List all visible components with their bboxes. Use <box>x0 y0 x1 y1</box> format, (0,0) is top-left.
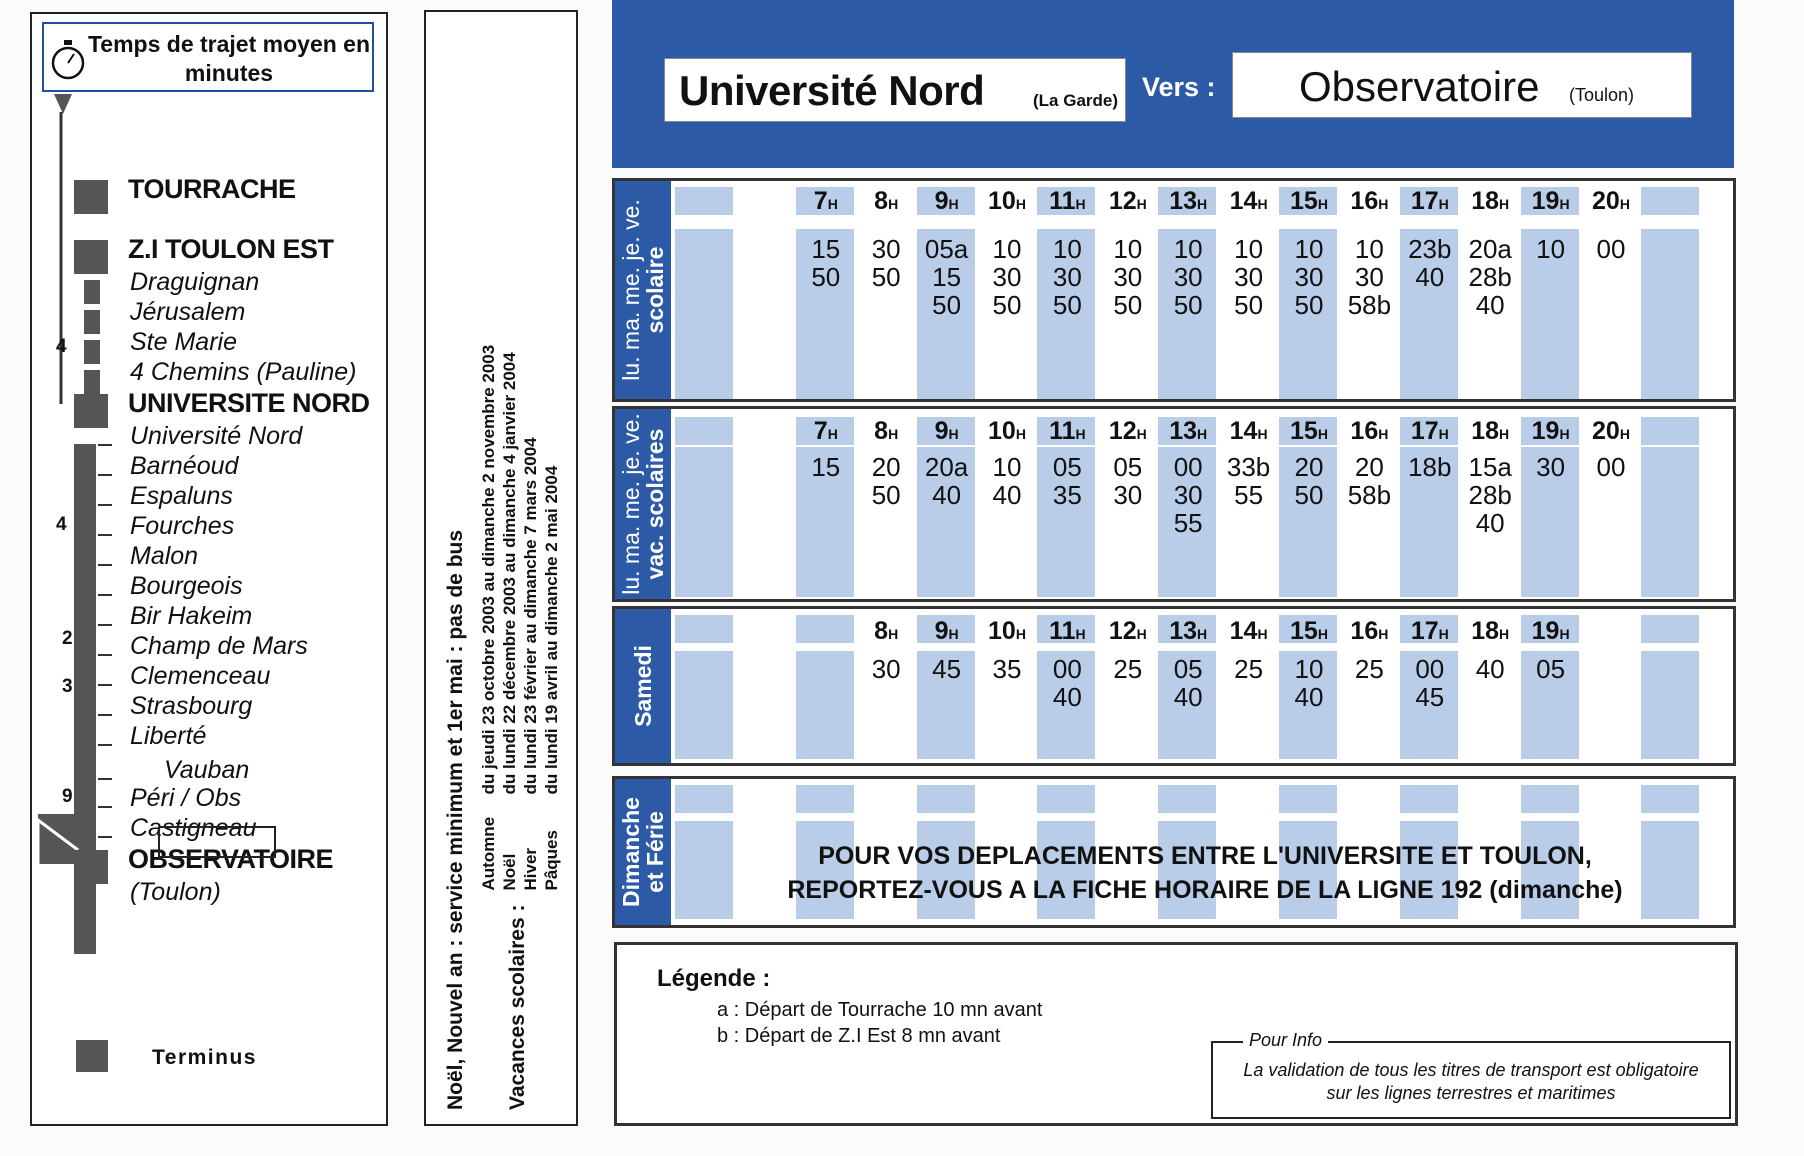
hour-header: 10H <box>988 187 1026 215</box>
departure-minutes: 10 30 50 <box>992 234 1022 320</box>
stop-bir-hakeim: Bir Hakeim <box>130 602 253 630</box>
departure-minutes: 45 <box>932 654 962 684</box>
stop-tick <box>98 806 112 808</box>
hour-header: 13H <box>1169 417 1208 445</box>
hour-header: 19H <box>1531 187 1570 215</box>
timetable-school-days <box>612 178 1736 402</box>
stop-tick <box>98 444 112 446</box>
column-shade <box>675 651 733 759</box>
departure-minutes: 00 <box>1596 234 1626 264</box>
vacation-row: Hiver du lundi 23 février au dimanche 7 mars 2004 <box>521 437 540 891</box>
departure-minutes: 10 40 <box>992 452 1022 510</box>
column-shade <box>1641 229 1699 399</box>
segment-time: 4 <box>56 514 67 535</box>
hour-header: 10H <box>988 417 1026 445</box>
departure-minutes: 10 40 <box>1294 654 1324 712</box>
vacation-list <box>468 345 562 891</box>
notes-rotated <box>444 40 562 1110</box>
hour-header: 18H <box>1471 187 1510 215</box>
departure-minutes: 20a 40 <box>924 452 969 510</box>
stop-bourgeois: Bourgeois <box>130 572 243 600</box>
hour-header: 19H <box>1531 617 1570 645</box>
hour-header: 16H <box>1350 417 1389 445</box>
stop-barn-oud: Barnéoud <box>130 452 239 480</box>
column-shade <box>1521 785 1579 813</box>
hour-header: 11H <box>1049 187 1086 215</box>
column-shade <box>1037 785 1095 813</box>
hour-header: 13H <box>1169 187 1208 215</box>
departure-minutes: 25 <box>1354 654 1384 684</box>
departure-minutes: 30 <box>1536 452 1566 482</box>
timetable-header <box>612 0 1734 168</box>
stop-strasbourg: Strasbourg <box>130 692 253 720</box>
legend-item-a: a : Départ de Tourrache 10 mn avant <box>717 999 1043 1021</box>
origin-sub: (La Garde) <box>1033 91 1119 110</box>
stop-malon: Malon <box>130 542 199 570</box>
origin-name: Université Nord <box>679 67 985 114</box>
stop-j-rusalem: Jérusalem <box>130 298 246 326</box>
stop-draguignan: Draguignan <box>130 268 260 296</box>
vacations-label: Vacances scolaires : <box>506 904 529 1110</box>
column-shade <box>675 447 733 597</box>
departure-minutes: 20 58b <box>1347 452 1392 510</box>
stop-espaluns: Espaluns <box>130 482 233 510</box>
column-shade <box>675 615 733 643</box>
hour-header: 11H <box>1049 417 1086 445</box>
hour-header: 19H <box>1531 417 1570 445</box>
timetable-school-holidays <box>612 406 1736 602</box>
column-shade <box>1400 785 1458 813</box>
hour-header: 14H <box>1229 417 1268 445</box>
column-shade <box>917 785 975 813</box>
hour-header: 20H <box>1592 417 1630 445</box>
departure-minutes: 05 <box>1536 654 1566 684</box>
segment-time: 3 <box>62 676 73 697</box>
hour-header: 12H <box>1108 417 1147 445</box>
stop-tick <box>98 594 112 596</box>
departure-minutes: 05 30 <box>1113 452 1143 510</box>
travel-time-title: Temps de trajet moyen en minutes <box>87 31 371 86</box>
stop-observatoire: OBSERVATOIRE <box>128 844 334 874</box>
destination-box <box>1232 52 1692 118</box>
departure-minutes: 05 35 <box>1052 452 1082 510</box>
hour-header: 15H <box>1290 417 1328 445</box>
departure-minutes: 00 45 <box>1415 654 1445 712</box>
departure-minutes: 05a 15 50 <box>924 234 969 320</box>
departure-minutes: 23b 40 <box>1408 234 1452 292</box>
stop-libert-: Liberté <box>130 722 207 750</box>
departure-minutes: 00 <box>1596 452 1626 482</box>
section-label: lu. ma. me. je. ve. vac. scolaires <box>615 409 671 599</box>
stop-tick <box>98 836 112 838</box>
major-stop-marker <box>74 240 108 274</box>
stop-tick <box>98 504 112 506</box>
notes-panel <box>424 10 578 1126</box>
hour-header: 17H <box>1410 187 1449 215</box>
column-shade <box>796 785 854 813</box>
section-label: Dimanche et Férie <box>615 779 671 925</box>
column-shade <box>1641 615 1699 643</box>
destination-name: Observatoire <box>1299 63 1540 110</box>
hour-header: 8H <box>874 187 899 215</box>
hour-header: 18H <box>1471 417 1510 445</box>
departure-minutes: 30 <box>871 654 901 684</box>
stop-universit-nord: Université Nord <box>130 422 303 450</box>
hour-header: 8H <box>874 617 899 645</box>
departure-minutes: 10 30 50 <box>1052 234 1082 320</box>
hour-header: 11H <box>1049 617 1086 645</box>
departure-minutes: 15a 28b 40 <box>1468 452 1512 538</box>
column-shade <box>796 651 854 759</box>
hour-header: 17H <box>1410 417 1449 445</box>
hour-header: 20H <box>1592 187 1630 215</box>
stop-universite-nord: UNIVERSITE NORD <box>128 388 370 418</box>
section-label: Samedi <box>615 609 671 763</box>
departure-minutes: 10 30 58b <box>1347 234 1392 320</box>
departure-minutes: 05 40 <box>1173 654 1203 712</box>
timetable-sunday <box>612 776 1736 928</box>
segment-time: 4 <box>56 336 67 357</box>
hour-header: 7H <box>813 417 838 445</box>
major-stop-marker <box>74 850 108 884</box>
departure-minutes: 10 30 50 <box>1294 234 1324 320</box>
hour-header: 16H <box>1350 187 1389 215</box>
timetable-saturday <box>612 606 1736 766</box>
vacation-row: Noël du lundi 22 décembre 2003 au dimanche 4 janvier 2004 <box>500 352 519 891</box>
hour-header: 15H <box>1290 617 1328 645</box>
segment-time: 9 <box>62 786 73 807</box>
column-shade <box>1641 785 1699 813</box>
legend-item-b: b : Départ de Z.I Est 8 mn avant <box>717 1025 1001 1047</box>
minor-stop-marker <box>84 310 100 334</box>
minor-stop-marker <box>84 280 100 304</box>
stop-tick <box>98 654 112 656</box>
departure-minutes: 30 50 <box>871 234 901 292</box>
column-shade <box>1641 187 1699 215</box>
stop-castigneau: Castigneau <box>130 814 257 842</box>
departure-minutes: 20a 28b 40 <box>1468 234 1512 320</box>
departure-minutes: 00 40 <box>1052 654 1082 712</box>
hour-header: 9H <box>934 417 959 445</box>
terminus-legend-icon <box>76 1040 108 1072</box>
departure-minutes: 20 50 <box>1294 452 1324 510</box>
stop-tick <box>98 778 112 780</box>
departure-minutes: 25 <box>1113 654 1143 684</box>
departure-minutes: 15 50 <box>811 234 841 292</box>
stop--toulon-: (Toulon) <box>130 878 221 906</box>
column-shade <box>1641 651 1699 759</box>
vacation-row: Automne du jeudi 23 octobre 2003 au dimanche 2 novembre 2003 <box>479 344 498 891</box>
stop-vauban: Vauban <box>164 756 250 784</box>
column-shade <box>1641 417 1699 445</box>
origin-box <box>664 58 1126 122</box>
stop-clemenceau: Clemenceau <box>130 662 271 690</box>
column-shade <box>675 229 733 399</box>
stop-tick <box>98 534 112 536</box>
terminus-label: Terminus <box>152 1046 257 1069</box>
stop-z-i-toulon-est: Z.I TOULON EST <box>128 234 334 264</box>
destination-sub: (Toulon) <box>1569 85 1635 105</box>
route-panel <box>30 12 388 1126</box>
departure-minutes: 10 30 50 <box>1234 234 1264 320</box>
vauban-highlight-box <box>158 826 276 858</box>
stop-tick <box>98 624 112 626</box>
column-shade <box>675 417 733 445</box>
departure-minutes: 18b <box>1408 452 1452 482</box>
stop-tick <box>98 744 112 746</box>
section-label: lu. ma. me. je. ve. scolaire <box>615 181 671 399</box>
departure-minutes: 10 30 50 <box>1113 234 1143 320</box>
hour-header: 12H <box>1108 617 1147 645</box>
stop-tick <box>98 564 112 566</box>
column-shade <box>1279 785 1337 813</box>
info-text: La validation de tous les titres de transport est obligatoire sur les lignes terrestres et maritimes <box>1243 1060 1699 1103</box>
vacation-row: Pâques du lundi 19 avril au dimanche 2 mai 2004 <box>542 465 561 891</box>
stop-tick <box>98 714 112 716</box>
column-shade <box>1158 785 1216 813</box>
departure-minutes: 10 <box>1536 234 1566 264</box>
column-shade <box>675 785 733 813</box>
departure-minutes: 33b 55 <box>1226 452 1271 510</box>
hour-header: 12H <box>1108 187 1147 215</box>
direction-label: Vers : <box>1142 72 1216 102</box>
stop-tick <box>98 684 112 686</box>
hour-header: 7H <box>813 187 838 215</box>
hour-header: 14H <box>1229 187 1268 215</box>
hour-header: 9H <box>934 617 959 645</box>
departure-minutes: 40 <box>1475 654 1505 684</box>
segment-time: 2 <box>62 628 73 649</box>
hour-header: 8H <box>874 417 899 445</box>
legend-panel <box>614 942 1738 1126</box>
stop-champ-de-mars: Champ de Mars <box>130 632 308 660</box>
travel-time-box <box>42 22 374 92</box>
hour-header: 10H <box>988 617 1026 645</box>
hour-header: 14H <box>1229 617 1268 645</box>
major-stop-marker <box>74 394 108 428</box>
hour-header: 13H <box>1169 617 1208 645</box>
stop-p-ri-obs: Péri / Obs <box>130 784 242 812</box>
route-start-marker <box>54 94 72 114</box>
hour-header: 16H <box>1350 617 1389 645</box>
holiday-note: Noël, Nouvel an : service minimum et 1er mai : pas de bus <box>444 529 467 1110</box>
departure-minutes: 35 <box>992 654 1022 684</box>
minor-stop-marker <box>84 340 100 364</box>
major-stop-marker <box>74 180 108 214</box>
stop-ste-marie: Ste Marie <box>130 328 237 356</box>
stop-tick <box>98 474 112 476</box>
hour-header: 9H <box>934 187 959 215</box>
info-box <box>1211 1030 1731 1119</box>
column-shade <box>1641 447 1699 597</box>
column-shade <box>675 187 733 215</box>
departure-minutes: 00 30 55 <box>1173 452 1203 538</box>
vauban-junction <box>38 814 78 864</box>
stop-fourches: Fourches <box>130 512 235 540</box>
hour-header: 15H <box>1290 187 1328 215</box>
stop-tourrache: TOURRACHE <box>128 174 296 204</box>
column-shade <box>796 615 854 643</box>
stop-4-chemins-pauline-: 4 Chemins (Pauline) <box>130 358 357 386</box>
hour-header: 18H <box>1471 617 1510 645</box>
departure-minutes: 20 50 <box>871 452 901 510</box>
departure-minutes: 10 30 50 <box>1173 234 1203 320</box>
departure-minutes: 15 <box>811 452 841 482</box>
info-title: Pour Info <box>1243 1030 1328 1051</box>
sunday-message: POUR VOS DEPLACEMENTS ENTRE L'UNIVERSITE ET TOULON, REPORTEZ-VOUS A LA FICHE HORAIRE DE LA LIGNE 192 (dimanche) <box>787 842 1623 904</box>
minor-stop-marker <box>84 370 100 394</box>
departure-minutes: 25 <box>1234 654 1264 684</box>
hour-header: 17H <box>1410 617 1449 645</box>
vacations-block <box>468 40 562 1110</box>
legend-title: Légende : <box>657 965 771 992</box>
stopwatch-icon <box>50 40 86 80</box>
